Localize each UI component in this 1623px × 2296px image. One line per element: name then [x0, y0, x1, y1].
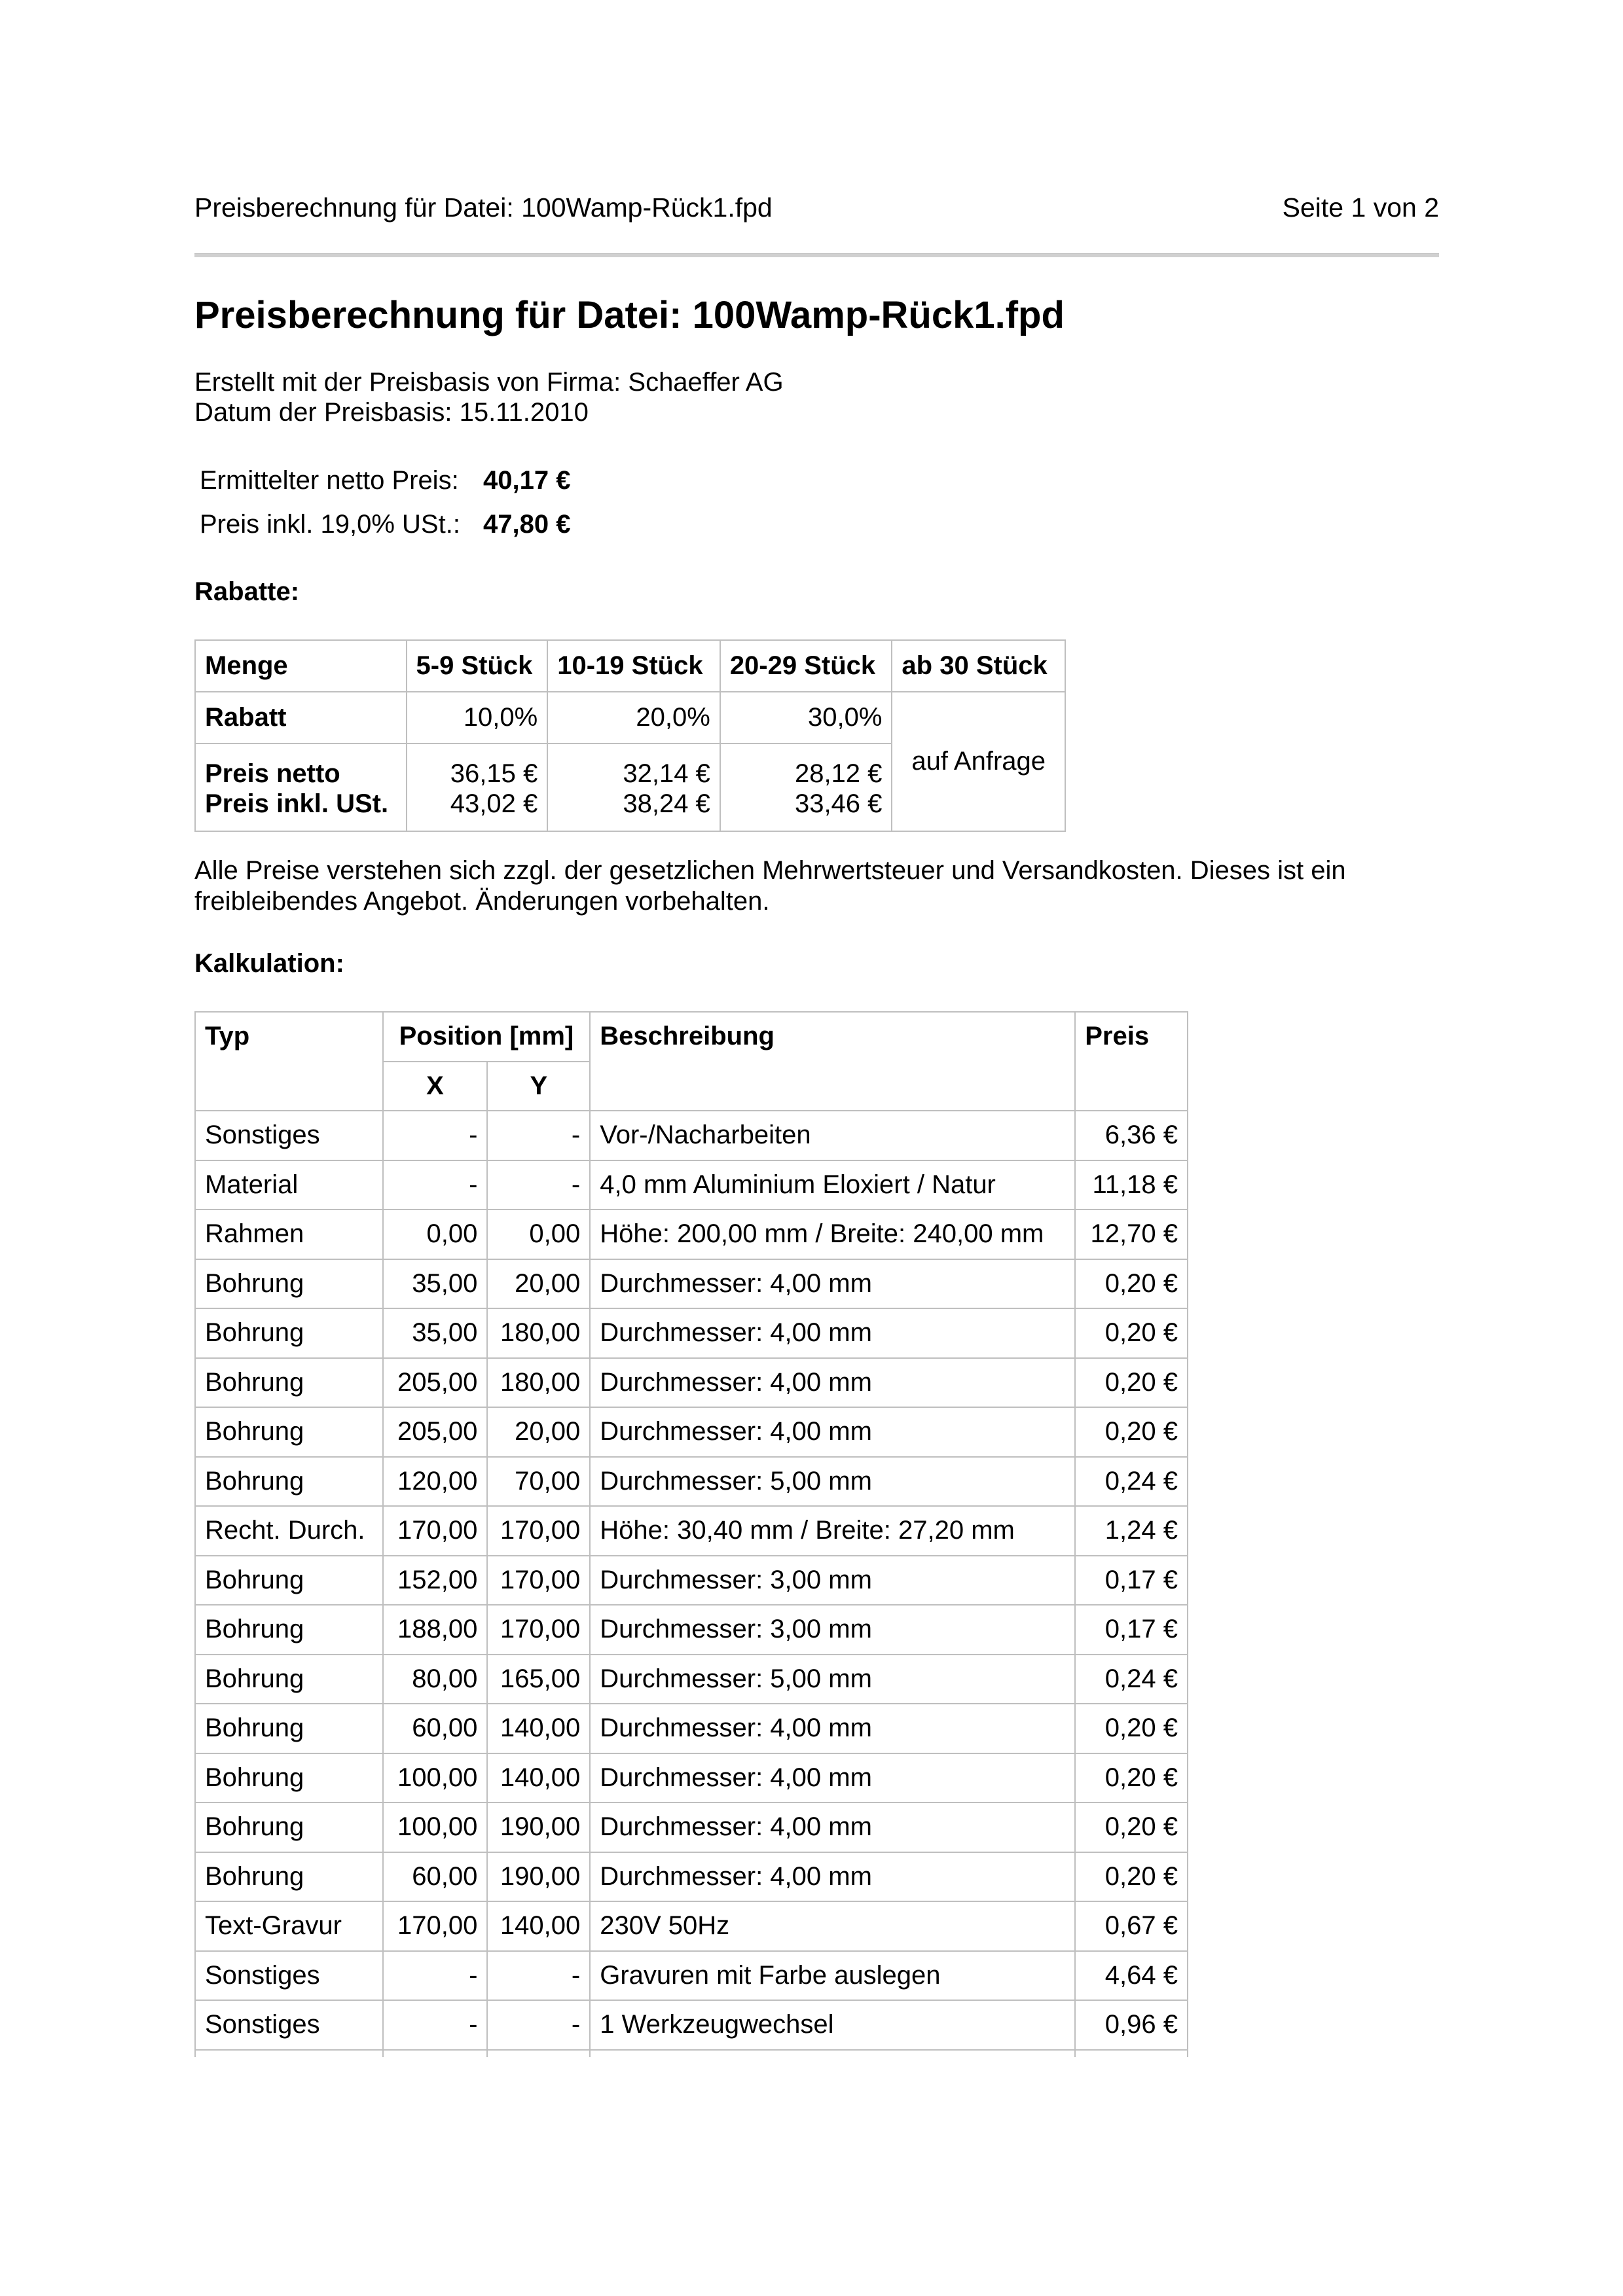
row-typ: Bohrung [195, 1605, 383, 1655]
row-x: 170,00 [383, 1506, 488, 1556]
continued-cell [487, 2050, 590, 2057]
calc-row-continued [195, 2050, 1188, 2057]
price-net-tier-2: 32,14 € [623, 759, 710, 788]
on-request-cell: auf Anfrage [892, 692, 1065, 831]
row-price: 0,20 € [1075, 1852, 1188, 1902]
row-x: - [383, 1160, 488, 1210]
row-price: 12,70 € [1075, 1210, 1188, 1259]
row-x: 100,00 [383, 1753, 488, 1803]
row-price: 0,67 € [1075, 1901, 1188, 1951]
row-description: Durchmesser: 4,00 mm [590, 1259, 1075, 1309]
row-y: 180,00 [487, 1308, 590, 1358]
calc-row [195, 1605, 1188, 1655]
page-header-title: Preisberechnung für Datei: 100Wamp-Rück1.fpd [194, 192, 773, 223]
discount-tier-1: 10,0% [407, 692, 548, 744]
row-description: Durchmesser: 4,00 mm [590, 1803, 1075, 1852]
discount-tier-3: 30,0% [720, 692, 892, 744]
row-typ: Bohrung [195, 1457, 383, 1507]
discount-header-row [195, 640, 1065, 692]
row-description: Durchmesser: 4,00 mm [590, 1704, 1075, 1753]
subheader-price-empty [1075, 1062, 1188, 1111]
row-typ: Bohrung [195, 1753, 383, 1803]
calc-subheader-row [195, 1062, 1188, 1111]
calc-row [195, 1506, 1188, 1556]
calc-header-row [195, 1012, 1188, 1062]
row-price: 0,24 € [1075, 1457, 1188, 1507]
row-y: 140,00 [487, 1901, 590, 1951]
row-y: - [487, 2000, 590, 2050]
row-description: Durchmesser: 5,00 mm [590, 1457, 1075, 1507]
notice-line-2: freibleibendes Angebot. Änderungen vorbehalten. [194, 887, 770, 916]
row-description: Höhe: 200,00 mm / Breite: 240,00 mm [590, 1210, 1075, 1259]
row-x: 188,00 [383, 1605, 488, 1655]
row-price: 4,64 € [1075, 1951, 1188, 2001]
row-description: 230V 50Hz [590, 1901, 1075, 1951]
calc-row [195, 1210, 1188, 1259]
price-net-tier-3: 28,12 € [794, 759, 883, 788]
row-typ: Bohrung [195, 1704, 383, 1753]
continued-cell [383, 2050, 488, 2057]
calc-row [195, 2000, 1188, 2050]
header-tier-4: ab 30 Stück [892, 640, 1065, 692]
row-typ: Sonstiges [195, 2000, 383, 2050]
subheader-typ-empty [195, 1062, 383, 1111]
row-x: 60,00 [383, 1852, 488, 1902]
row-y: 0,00 [487, 1210, 590, 1259]
row-description: Durchmesser: 4,00 mm [590, 1407, 1075, 1457]
row-price: 1,24 € [1075, 1506, 1188, 1556]
row-price: 0,17 € [1075, 1605, 1188, 1655]
row-description: Durchmesser: 4,00 mm [590, 1358, 1075, 1408]
row-typ: Text-Gravur [195, 1901, 383, 1951]
row-y: 190,00 [487, 1803, 590, 1852]
row-description: Durchmesser: 4,00 mm [590, 1753, 1075, 1803]
row-y: 140,00 [487, 1704, 590, 1753]
header-quantity: Menge [195, 640, 407, 692]
price-net-tier-1: 36,15 € [450, 759, 538, 788]
prices-tier-3 [720, 744, 892, 831]
row-price: 0,20 € [1075, 1358, 1188, 1408]
row-y: - [487, 1111, 590, 1160]
prices-tier-2 [547, 744, 720, 831]
calculation-table [194, 1011, 1188, 2057]
calc-row [195, 1407, 1188, 1457]
row-y: 190,00 [487, 1852, 590, 1902]
header-tier-1: 5-9 Stück [407, 640, 548, 692]
row-x: - [383, 1111, 488, 1160]
row-typ: Rahmen [195, 1210, 383, 1259]
calc-row [195, 1901, 1188, 1951]
row-x: 35,00 [383, 1259, 488, 1309]
row-typ: Bohrung [195, 1556, 383, 1605]
notice-line-1: Alle Preise verstehen sich zzgl. der gesetzlichen Mehrwertsteuer und Versandkosten. Dieses ist ein [194, 856, 1346, 885]
row-description: Gravuren mit Farbe auslegen [590, 1951, 1075, 2001]
row-y: 180,00 [487, 1358, 590, 1408]
row-y: 20,00 [487, 1259, 590, 1309]
discounts-title: Rabatte: [194, 577, 300, 606]
header-typ: Typ [195, 1012, 383, 1062]
net-price-label: Ermittelter netto Preis: [200, 466, 459, 495]
calc-row [195, 1111, 1188, 1160]
row-price: 0,24 € [1075, 1655, 1188, 1704]
price-gross-tier-3: 33,46 € [794, 789, 883, 818]
row-typ: Bohrung [195, 1803, 383, 1852]
header-tier-2: 10-19 Stück [547, 640, 720, 692]
row-x: 120,00 [383, 1457, 488, 1507]
subheader-desc-empty [590, 1062, 1075, 1111]
row-x: 80,00 [383, 1655, 488, 1704]
row-description: Durchmesser: 3,00 mm [590, 1605, 1075, 1655]
row-price: 0,20 € [1075, 1753, 1188, 1803]
row-price: 0,20 € [1075, 1259, 1188, 1309]
calc-row [195, 1556, 1188, 1605]
row-description: Durchmesser: 3,00 mm [590, 1556, 1075, 1605]
document-title: Preisberechnung für Datei: 100Wamp-Rück1.fpd [194, 294, 1065, 336]
row-x: 35,00 [383, 1308, 488, 1358]
calc-row [195, 1259, 1188, 1309]
header-position: Position [mm] [383, 1012, 591, 1062]
net-price-value: 40,17 € [483, 466, 571, 495]
row-typ: Sonstiges [195, 1111, 383, 1160]
continued-cell [195, 2050, 383, 2057]
row-price: 0,20 € [1075, 1704, 1188, 1753]
row-x: 205,00 [383, 1358, 488, 1408]
header-beschreibung: Beschreibung [590, 1012, 1075, 1062]
row-price: 0,20 € [1075, 1407, 1188, 1457]
row-typ: Material [195, 1160, 383, 1210]
row-typ: Bohrung [195, 1655, 383, 1704]
row-y: - [487, 1160, 590, 1210]
price-net-label: Preis netto [205, 759, 340, 788]
row-typ: Sonstiges [195, 1951, 383, 2001]
row-x: 170,00 [383, 1901, 488, 1951]
row-price: 6,36 € [1075, 1111, 1188, 1160]
row-y: 170,00 [487, 1556, 590, 1605]
row-x: - [383, 1951, 488, 2001]
row-description: Höhe: 30,40 mm / Breite: 27,20 mm [590, 1506, 1075, 1556]
row-x: 60,00 [383, 1704, 488, 1753]
calc-row [195, 1308, 1188, 1358]
calc-row [195, 1655, 1188, 1704]
row-description: Vor-/Nacharbeiten [590, 1111, 1075, 1160]
header-x: X [383, 1062, 488, 1111]
calc-row [195, 1358, 1188, 1408]
row-description: Durchmesser: 5,00 mm [590, 1655, 1075, 1704]
row-description: Durchmesser: 4,00 mm [590, 1852, 1075, 1902]
price-labels [195, 744, 407, 831]
row-price: 0,20 € [1075, 1308, 1188, 1358]
row-typ: Bohrung [195, 1407, 383, 1457]
calc-row [195, 1803, 1188, 1852]
row-typ: Bohrung [195, 1259, 383, 1309]
gross-price-label: Preis inkl. 19,0% USt.: [200, 510, 460, 539]
row-description: Durchmesser: 4,00 mm [590, 1308, 1075, 1358]
price-gross-tier-1: 43,02 € [450, 789, 538, 818]
calc-row [195, 1951, 1188, 2001]
row-x: - [383, 2000, 488, 2050]
discount-row [195, 692, 1065, 744]
row-y: - [487, 1951, 590, 2001]
row-y: 70,00 [487, 1457, 590, 1507]
row-y: 170,00 [487, 1506, 590, 1556]
row-price: 0,20 € [1075, 1803, 1188, 1852]
row-description: 1 Werkzeugwechsel [590, 2000, 1075, 2050]
price-gross-label: Preis inkl. USt. [205, 789, 389, 818]
row-y: 140,00 [487, 1753, 590, 1803]
row-y: 20,00 [487, 1407, 590, 1457]
discount-label: Rabatt [195, 692, 407, 744]
discount-table [194, 639, 1066, 832]
calc-row [195, 1160, 1188, 1210]
row-x: 205,00 [383, 1407, 488, 1457]
row-y: 165,00 [487, 1655, 590, 1704]
row-typ: Recht. Durch. [195, 1506, 383, 1556]
continued-cell [590, 2050, 1075, 2057]
calc-row [195, 1457, 1188, 1507]
row-typ: Bohrung [195, 1308, 383, 1358]
price-base-date: Datum der Preisbasis: 15.11.2010 [194, 398, 589, 427]
header-preis: Preis [1075, 1012, 1188, 1062]
row-description: 4,0 mm Aluminium Eloxiert / Natur [590, 1160, 1075, 1210]
row-price: 0,96 € [1075, 2000, 1188, 2050]
header-divider [194, 253, 1439, 257]
created-with-text: Erstellt mit der Preisbasis von Firma: Schaeffer AG [194, 368, 784, 397]
row-typ: Bohrung [195, 1358, 383, 1408]
calculation-title: Kalkulation: [194, 949, 344, 978]
row-x: 100,00 [383, 1803, 488, 1852]
header-y: Y [487, 1062, 590, 1111]
calc-row [195, 1704, 1188, 1753]
row-typ: Bohrung [195, 1852, 383, 1902]
calc-row [195, 1753, 1188, 1803]
row-price: 11,18 € [1075, 1160, 1188, 1210]
row-x: 152,00 [383, 1556, 488, 1605]
row-y: 170,00 [487, 1605, 590, 1655]
discount-tier-2: 20,0% [547, 692, 720, 744]
calc-row [195, 1852, 1188, 1902]
price-gross-tier-2: 38,24 € [623, 789, 710, 818]
page-indicator: Seite 1 von 2 [1282, 192, 1439, 223]
header-tier-3: 20-29 Stück [720, 640, 892, 692]
gross-price-value: 47,80 € [483, 510, 571, 539]
row-price: 0,17 € [1075, 1556, 1188, 1605]
prices-tier-1 [407, 744, 548, 831]
continued-cell [1075, 2050, 1188, 2057]
row-x: 0,00 [383, 1210, 488, 1259]
